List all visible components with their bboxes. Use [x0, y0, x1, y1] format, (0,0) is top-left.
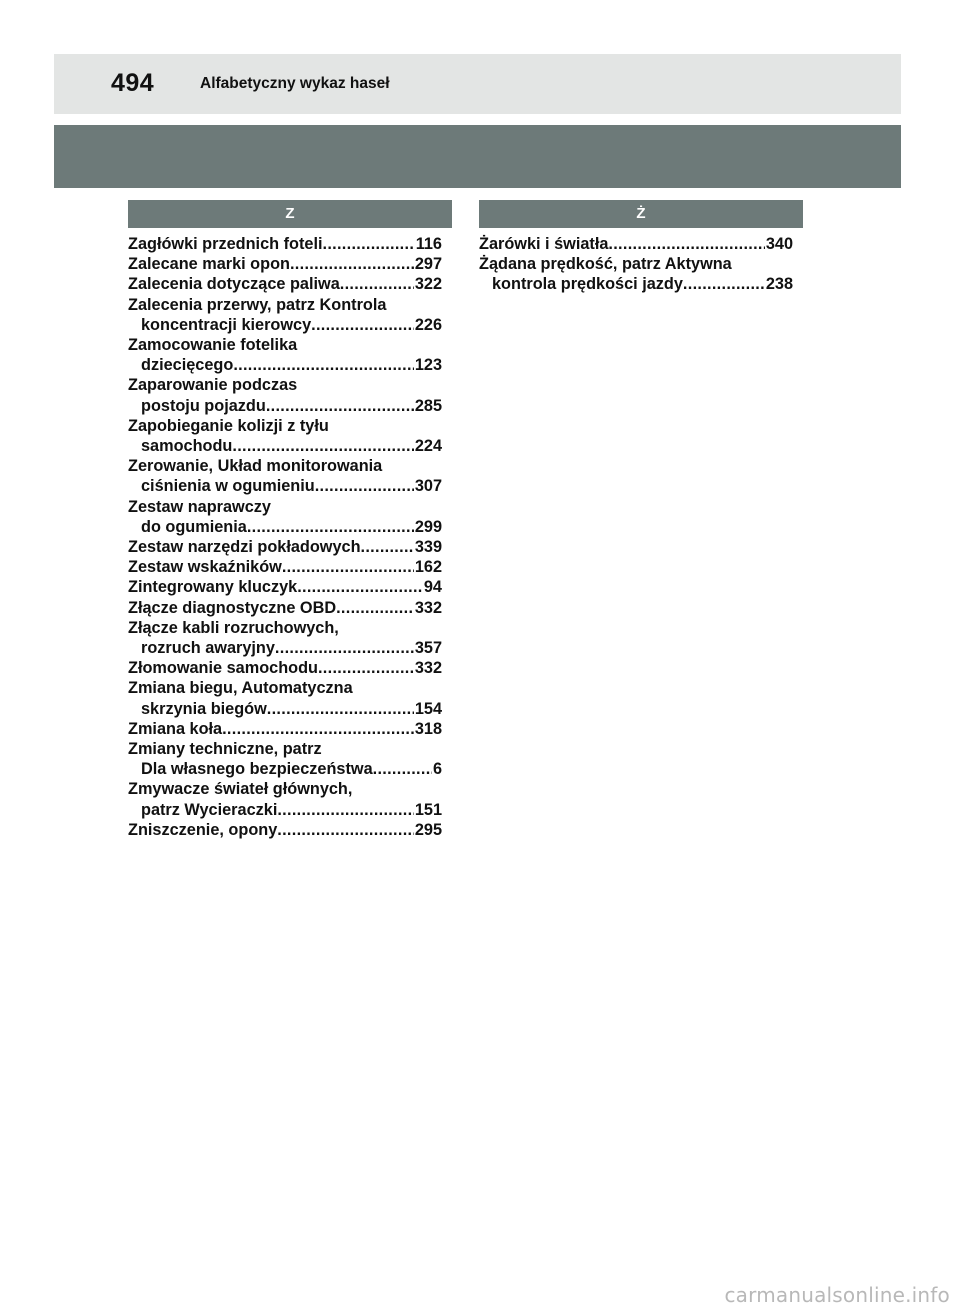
- entry-text: Zapobieganie kolizji z tyłu: [128, 416, 329, 435]
- entry-term: [128, 416, 442, 436]
- entry-term: [128, 719, 442, 739]
- entry-page-number: 162: [414, 558, 442, 577]
- page-header: [54, 54, 901, 114]
- entry-term: [128, 577, 442, 597]
- entry-page-number: 285: [414, 396, 442, 415]
- entry-text: do ogumienia: [141, 517, 247, 536]
- entry-page-number: 357: [414, 639, 442, 658]
- dot-leader: [683, 274, 765, 294]
- dot-leader: [247, 517, 414, 537]
- entry-text: Zalecenia dotyczące paliwa: [128, 275, 340, 294]
- entry-term: [128, 779, 442, 799]
- entry-text: Zestaw wskaźników: [128, 558, 282, 577]
- entry-page-number: 322: [414, 275, 442, 294]
- entry-text: Dla własnego bezpieczeństwa: [141, 760, 373, 779]
- index-entry: [128, 537, 442, 557]
- entry-text: Zniszczenie, opony: [128, 820, 278, 839]
- dot-leader: [318, 658, 414, 678]
- entry-term: [128, 598, 442, 618]
- entry-page-number: 224: [414, 437, 442, 456]
- entry-text: Zmywacze świateł głównych,: [128, 780, 353, 799]
- entry-page-number: 238: [765, 275, 793, 294]
- entry-page-number: 332: [414, 598, 442, 617]
- dot-leader: [282, 557, 414, 577]
- entry-text: Złącze kabli rozruchowych,: [128, 618, 339, 637]
- entry-text: Zamocowanie fotelika: [128, 336, 298, 355]
- index-entry: [128, 719, 442, 739]
- dot-leader: [297, 577, 423, 597]
- index-entry: [128, 234, 442, 254]
- entry-text: Złącze diagnostyczne OBD: [128, 598, 337, 617]
- entry-text: ciśnienia w ogumieniu: [141, 477, 315, 496]
- entry-page-number: 307: [414, 477, 442, 496]
- entry-text: rozruch awaryjny: [141, 639, 275, 658]
- dot-leader: [277, 800, 413, 820]
- index-entry: [128, 497, 442, 537]
- entry-text: Zestaw naprawczy: [128, 497, 271, 516]
- dot-leader: [336, 598, 414, 618]
- entry-term: [128, 456, 442, 476]
- entry-text: Zagłówki przednich foteli: [128, 235, 323, 253]
- entry-term-continuation: [128, 638, 442, 658]
- entry-term-continuation: [128, 436, 442, 456]
- index-entry: [128, 577, 442, 597]
- index-column-z-dot: [479, 200, 803, 295]
- entry-term: [128, 375, 442, 395]
- entry-term-continuation: [128, 396, 442, 416]
- entry-text: kontrola prędkości jazdy: [492, 275, 683, 294]
- index-entry: [128, 598, 442, 618]
- index-entry: [479, 254, 793, 294]
- entry-list-z-dot: [479, 234, 803, 295]
- entry-text: Zalecane marki opon: [128, 255, 290, 274]
- dot-leader: [323, 234, 415, 254]
- dot-leader: [290, 254, 414, 274]
- entry-page-number: 94: [423, 578, 442, 597]
- entry-text: postoju pojazdu: [141, 396, 266, 415]
- entry-page-number: 332: [414, 659, 442, 678]
- dot-leader: [222, 719, 414, 739]
- section-header-z-dot: Ż: [479, 200, 803, 228]
- entry-text: Zintegrowany kluczyk: [128, 578, 298, 597]
- entry-page-number: 151: [414, 800, 442, 819]
- index-entry: [128, 678, 442, 718]
- entry-page-number: 123: [414, 356, 442, 375]
- entry-text: Zmiana koła: [128, 719, 223, 738]
- entry-term-continuation: [479, 274, 793, 294]
- entry-term: [479, 234, 793, 254]
- entry-text: Zalecenia przerwy, patrz Kontrola: [128, 295, 387, 314]
- dot-leader: [275, 638, 414, 658]
- entry-text: samochodu: [141, 437, 233, 456]
- dot-leader: [311, 315, 414, 335]
- entry-text: Zaparowanie podczas: [128, 376, 298, 395]
- entry-page-number: 226: [414, 315, 442, 334]
- index-entry: [128, 274, 442, 294]
- entry-term-continuation: [128, 699, 442, 719]
- entry-text: Zmiany techniczne, patrz: [128, 740, 322, 759]
- index-entry: [128, 416, 442, 456]
- dot-leader: [361, 537, 414, 557]
- index-entry: [128, 658, 442, 678]
- entry-text: Żarówki i światła: [479, 235, 609, 253]
- entry-list-z: [128, 234, 452, 840]
- entry-text: Zmiana biegu, Automatyczna: [128, 679, 353, 698]
- index-entry: [128, 820, 442, 840]
- entry-page-number: 339: [414, 538, 442, 557]
- entry-term: [128, 557, 442, 577]
- dot-leader: [267, 699, 414, 719]
- dot-leader: [373, 759, 432, 779]
- dot-leader: [315, 476, 414, 496]
- index-entry: [128, 295, 442, 335]
- entry-term-continuation: [128, 315, 442, 335]
- entry-text: patrz Wycieraczki: [141, 800, 278, 819]
- dot-leader: [233, 355, 414, 375]
- entry-term-continuation: [128, 800, 442, 820]
- entry-term: [128, 537, 442, 557]
- index-entry: [128, 557, 442, 577]
- index-entry: [128, 739, 442, 779]
- dot-leader: [232, 436, 413, 456]
- dot-leader: [266, 396, 414, 416]
- index-entry: [128, 335, 442, 375]
- entry-term: [128, 234, 442, 254]
- entry-term-continuation: [128, 517, 442, 537]
- entry-term: [479, 254, 793, 274]
- index-entry: [128, 254, 442, 274]
- section-header-z: Z: [128, 200, 452, 228]
- dot-leader: [340, 274, 414, 294]
- index-entry: [128, 456, 442, 496]
- entry-term: [128, 820, 442, 840]
- entry-term: [128, 254, 442, 274]
- entry-page-number: 299: [414, 517, 442, 536]
- entry-text: skrzynia biegów: [141, 699, 267, 718]
- entry-term-continuation: [128, 759, 442, 779]
- entry-term: [128, 274, 442, 294]
- entry-term: [128, 295, 442, 315]
- entry-page-number: 116: [415, 235, 442, 253]
- entry-text: Złomowanie samochodu: [128, 659, 318, 678]
- page-title: Alfabetyczny wykaz haseł: [200, 75, 390, 92]
- entry-text: koncentracji kierowcy: [141, 315, 312, 334]
- index-entry: [128, 618, 442, 658]
- entry-term-continuation: [128, 476, 442, 496]
- entry-page-number: 154: [414, 699, 442, 718]
- entry-page-number: 295: [414, 820, 442, 839]
- entry-text: dziecięcego: [141, 356, 234, 375]
- chapter-band: [54, 125, 901, 188]
- entry-term: [128, 497, 442, 517]
- dot-leader: [608, 234, 764, 254]
- entry-term: [128, 658, 442, 678]
- entry-term: [128, 335, 442, 355]
- entry-text: Zerowanie, Układ monitorowania: [128, 457, 383, 476]
- entry-page-number: 297: [414, 255, 442, 274]
- entry-text: Żądana prędkość, patrz Aktywna: [479, 255, 732, 274]
- entry-page-number: 340: [765, 235, 793, 253]
- watermark: carmanualsonline.info: [724, 1283, 950, 1307]
- entry-page-number: 6: [432, 760, 442, 779]
- entry-term-continuation: [128, 355, 442, 375]
- entry-term: [128, 739, 442, 759]
- entry-text: Zestaw narzędzi pokładowych: [128, 538, 361, 557]
- index-entry: [128, 375, 442, 415]
- index-entry: [479, 234, 793, 254]
- entry-page-number: 318: [414, 719, 442, 738]
- dot-leader: [277, 820, 414, 840]
- entry-term: [128, 618, 442, 638]
- entry-term: [128, 678, 442, 698]
- index-column-z: [128, 200, 452, 840]
- index-entry: [128, 779, 442, 819]
- page-number: 494: [111, 69, 155, 97]
